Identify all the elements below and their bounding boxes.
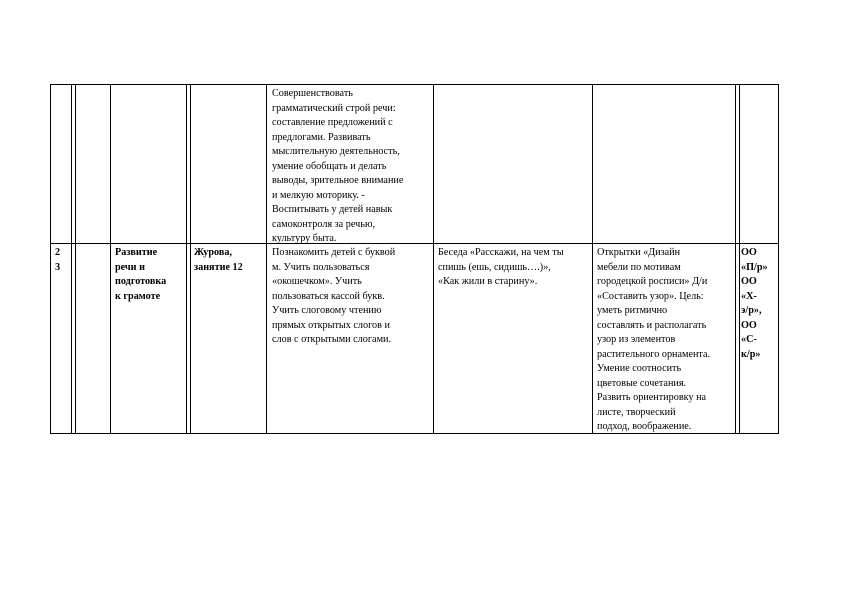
column-divider xyxy=(433,84,434,434)
column-divider xyxy=(71,84,72,434)
row2-areas-cell: ОО «П/р» ОО «Х- э/р», ОО «С- к/р» xyxy=(741,247,768,360)
row2-number-cell: 2 3 xyxy=(55,247,61,273)
column-divider xyxy=(592,84,593,434)
row2-goals-cell: Познакомить детей с буквой м. Учить пользоваться «окошечком». Учить пользоваться кассой букв. Учить слоговому чтению прямых открытых слогов и слов с открытыми слогами. xyxy=(272,247,396,345)
row2-subject-cell: Развитие речи и подготовка к грамоте xyxy=(115,247,167,302)
column-divider xyxy=(739,84,740,434)
column-divider xyxy=(190,84,191,434)
row2-conversation-cell: Беседа «Расскажи, на чем ты спишь (ешь, сидишь….)», «Как жили в старину». xyxy=(438,247,564,287)
row2-source-cell: Журова, занятие 12 xyxy=(194,247,243,273)
column-divider xyxy=(266,84,267,434)
column-divider xyxy=(110,84,111,434)
column-divider xyxy=(75,84,76,434)
column-divider xyxy=(735,84,736,434)
row1-goals-cell: Совершенствовать грамматический строй речи: составление предложений с предлогами. Развивать мыслительную деятельность, умение обобщать и делать выводы, зрительное внимание и мелкую моторику. - Воспитывать у детей навык самоконтроля за речью, культуру быта. xyxy=(272,88,404,244)
row2-activity-cell: Открытки «Дизайн мебели по мотивам городецкой росписи» Д/и «Составить узор». Цель: уметь ритмично составлять и располагать узор из элементов растительного орнамента. Умение соотносить цветовые сочетания. Развить ориентировку на листе, творческий подход, воображение. xyxy=(597,247,711,432)
column-divider xyxy=(186,84,187,434)
